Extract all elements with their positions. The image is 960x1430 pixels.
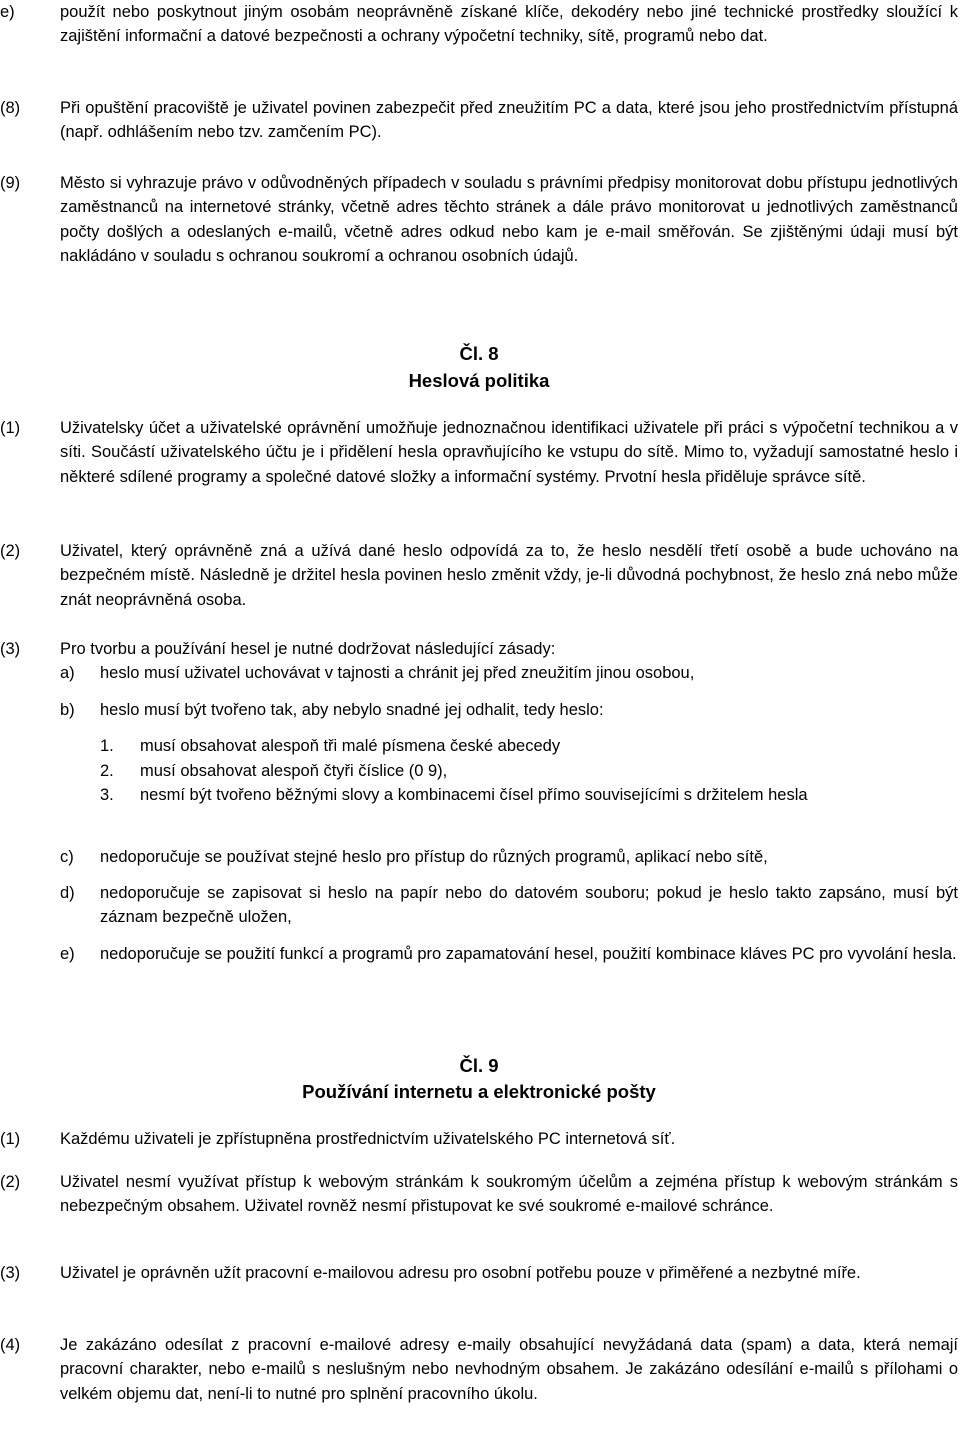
item-letter: b) [60, 701, 75, 719]
paragraph-8-3 [0, 637, 958, 661]
item-text: Uživatel, který oprávněně zná a užívá dané heslo odpovídá za to, že heslo nesdělí třetí osobě a bude uchováno na bezpečném místě. Následně je držitel hesla povinen heslo změnit vždy, je-li důvodná pochybnost, že heslo zná nebo může znát neoprávněná osoba. [60, 542, 958, 609]
item-letter: d) [60, 884, 75, 902]
item-text: Uživatel je oprávněn užít pracovní e-mailovou adresu pro osobní potřebu pouze v přiměřené a nezbytné míře. [60, 1264, 861, 1282]
item-number: (4) [0, 1336, 21, 1354]
item-text: Je zakázáno odesílat z pracovní e-mailové adresy e-maily obsahující nevyžádaná data (spam) a data, která nemají pracovní charakter, nebo e-mailů s neslušným nebo nevhodným obsahem. Je zakázáno odesílání e-mailů s přílohami o velkém objemu dat, není-li to nutné pro splnění pracovního úkolu. [60, 1336, 958, 1403]
item-number: (1) [0, 419, 21, 437]
rule-c [60, 845, 958, 869]
item-text: heslo musí být tvořeno tak, aby nebylo snadné jej odhalit, tedy heslo: [100, 701, 604, 719]
rule-e [60, 942, 958, 966]
item-number: (1) [0, 1130, 21, 1148]
item-text: Pro tvorbu a používání hesel je nutné dodržovat následující zásady: [60, 640, 556, 658]
item-text: Uživatelsky účet a uživatelské oprávnění umožňuje jednoznačnou identifikaci uživatele při práci s výpočetní technikou a v síti. Součástí uživatelského účtu je i přidělení hesla opravňujícího ke vstupu do sítě. Mimo to, vyžadují samostatné heslo i některé sdílené programy a společné datové složky a informační systémy. Prvotní hesla přiděluje správce sítě. [60, 419, 958, 486]
item-text: nedoporučuje se použití funkcí a programů pro zapamatování hesel, použití kombinace kláves PC pro vyvolání hesla. [100, 945, 957, 963]
item-number: (8) [0, 99, 21, 117]
item-text: Město si vyhrazuje právo v odůvodněných případech v souladu s právními předpisy monitorovat dobu přístupu jednotlivých zaměstnanců na internetové stránky, včetně adres těchto stránek a dále právo monitorovat u jednotlivých zaměstnanců počty došlých a odeslaných e-mailů, včetně adres odkud nebo kam je e-mail směřován. Se zjištěnými údaji musí být nakládáno v souladu s ochranou soukromí a ochranou osobních údajů. [60, 174, 958, 265]
paragraph-9-1 [0, 1127, 958, 1151]
rule-b [60, 698, 958, 722]
paragraph-9-4 [0, 1333, 958, 1406]
item-number: 1. [100, 737, 114, 755]
article-9-number: Čl. 9 [459, 1055, 499, 1076]
item-number: 2. [100, 762, 114, 780]
paragraph-9-2 [0, 1170, 958, 1219]
article-9-title: Používání internetu a elektronické pošty [302, 1081, 656, 1102]
item-letter: a) [60, 664, 75, 682]
item-text: nedoporučuje se používat stejné heslo pro přístup do různých programů, aplikací nebo sítě, [100, 848, 768, 866]
item-letter: e) [60, 945, 75, 963]
item-text: musí obsahovat alespoň tři malé písmena české abecedy [140, 737, 561, 755]
paragraph-8 [0, 96, 958, 145]
article-8-number: Čl. 8 [459, 343, 499, 364]
item-text: musí obsahovat alespoň čtyři číslice (0 9), [140, 762, 448, 780]
item-text: použít nebo poskytnout jiným osobám neoprávněně získané klíče, dekodéry nebo jiné technické prostředky sloužící k zajištění informační a datové bezpečnosti a ochrany výpočetní techniky, sítě, programů nebo dat. [60, 3, 958, 46]
paragraph-9 [0, 171, 958, 268]
item-number: e) [0, 3, 15, 21]
paragraph-8-1 [0, 416, 958, 489]
item-text: nesmí být tvořeno běžnými slovy a kombinacemi čísel přímo souvisejícími s držitelem hesla [140, 786, 808, 804]
password-rule-3 [100, 783, 958, 807]
item-number: 3. [100, 786, 114, 804]
item-text: Každému uživateli je zpřístupněna prostřednictvím uživatelského PC internetová síť. [60, 1130, 676, 1148]
item-text: nedoporučuje se zapisovat si heslo na papír nebo do datovém souboru; pokud je heslo takto zapsáno, musí být záznam bezpečně uložen, [100, 884, 958, 927]
item-number: (2) [0, 1173, 21, 1191]
rule-a [60, 661, 958, 685]
item-number: (9) [0, 174, 21, 192]
article-8-title: Heslová politika [408, 370, 550, 391]
rule-d [60, 881, 958, 930]
password-rule-1 [100, 734, 958, 758]
item-number: (3) [0, 640, 21, 658]
item-text: heslo musí uživatel uchovávat v tajnosti a chránit jej před zneužitím jinou osobou, [100, 664, 695, 682]
item-number: (2) [0, 542, 21, 560]
paragraph-9-3 [0, 1261, 958, 1285]
item-letter: c) [60, 848, 74, 866]
password-rule-2 [100, 759, 958, 783]
paragraph-e [0, 0, 958, 49]
paragraph-8-2 [0, 539, 958, 612]
item-text: Uživatel nesmí využívat přístup k webovým stránkám k soukromým účelům a zejména přístup k webovým stránkám s nebezpečným obsahem. Uživatel rovněž nesmí přistupovat ke své soukromé e-mailové schránce. [60, 1173, 958, 1216]
item-text: Při opuštění pracoviště je uživatel povinen zabezpečit před zneužitím PC a data, které jsou jeho prostřednictvím přístupná (např. odhlášením nebo tzv. zamčením PC). [60, 99, 958, 142]
item-number: (3) [0, 1264, 21, 1282]
